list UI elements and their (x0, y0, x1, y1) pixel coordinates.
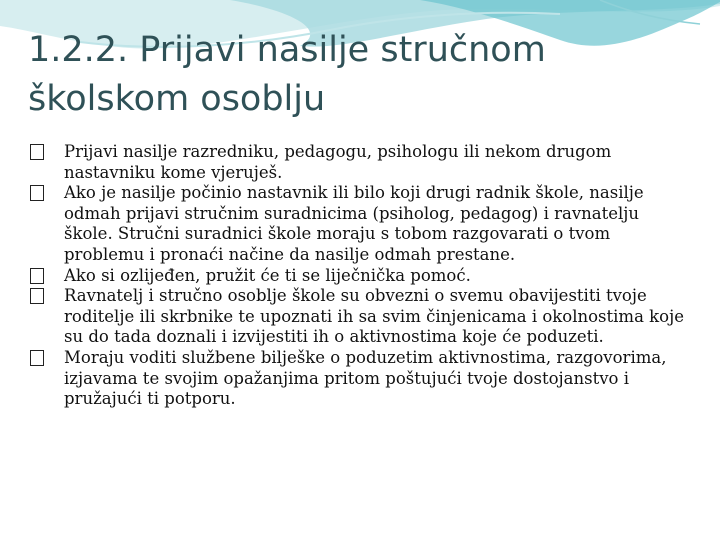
slide-body (30, 142, 690, 410)
list-item-text: Prijavi nasilje razredniku, pedagogu, psihologu ili nekom drugom nastavniku kome vjeruješ. (64, 142, 612, 182)
square-bullet-icon (30, 350, 44, 366)
square-bullet-icon (30, 268, 44, 284)
slide-title-line-1: 1.2.2. Prijavi nasilje stručnom (28, 30, 546, 70)
square-bullet-icon (30, 288, 44, 304)
list-item (30, 348, 690, 410)
square-bullet-icon (30, 185, 44, 201)
list-item-text: Ako je nasilje počinio nastavnik ili bilo koji drugi radnik škole, nasilje odmah prijavi stručnim suradnicima (psiholog, pedagog) i ravnatelju škole. Stručni suradnici škole moraju s tobom razgovarati o tvom problemu i pronaći načine da nasilje odmah prestane. (64, 183, 644, 264)
square-bullet-icon (30, 144, 44, 160)
list-item (30, 183, 690, 265)
list-item-text: Moraju voditi službene bilješke o poduzetim aktivnostima, razgovorima, izjavama te svojim opažanjima pritom poštujući tvoje dostojanstvo i pružajući ti potporu. (64, 347, 667, 409)
list-item (30, 142, 690, 183)
list-item (30, 266, 690, 287)
slide-title (28, 26, 688, 124)
list-item-text: Ako si ozlijeđen, pružit će ti se liječnička pomoć. (64, 265, 471, 285)
list-item (30, 286, 690, 348)
slide-title-line-2: školskom osoblju (28, 79, 326, 119)
list-item-text: Ravnatelj i stručno osoblje škole su obvezni o svemu obavijestiti tvoje roditelje ili skrbnike te upoznati ih sa svim činjenicama i okolnostima koje su do tada doznali i izvijestiti ih o aktivnostima koje će poduzeti. (64, 286, 684, 347)
